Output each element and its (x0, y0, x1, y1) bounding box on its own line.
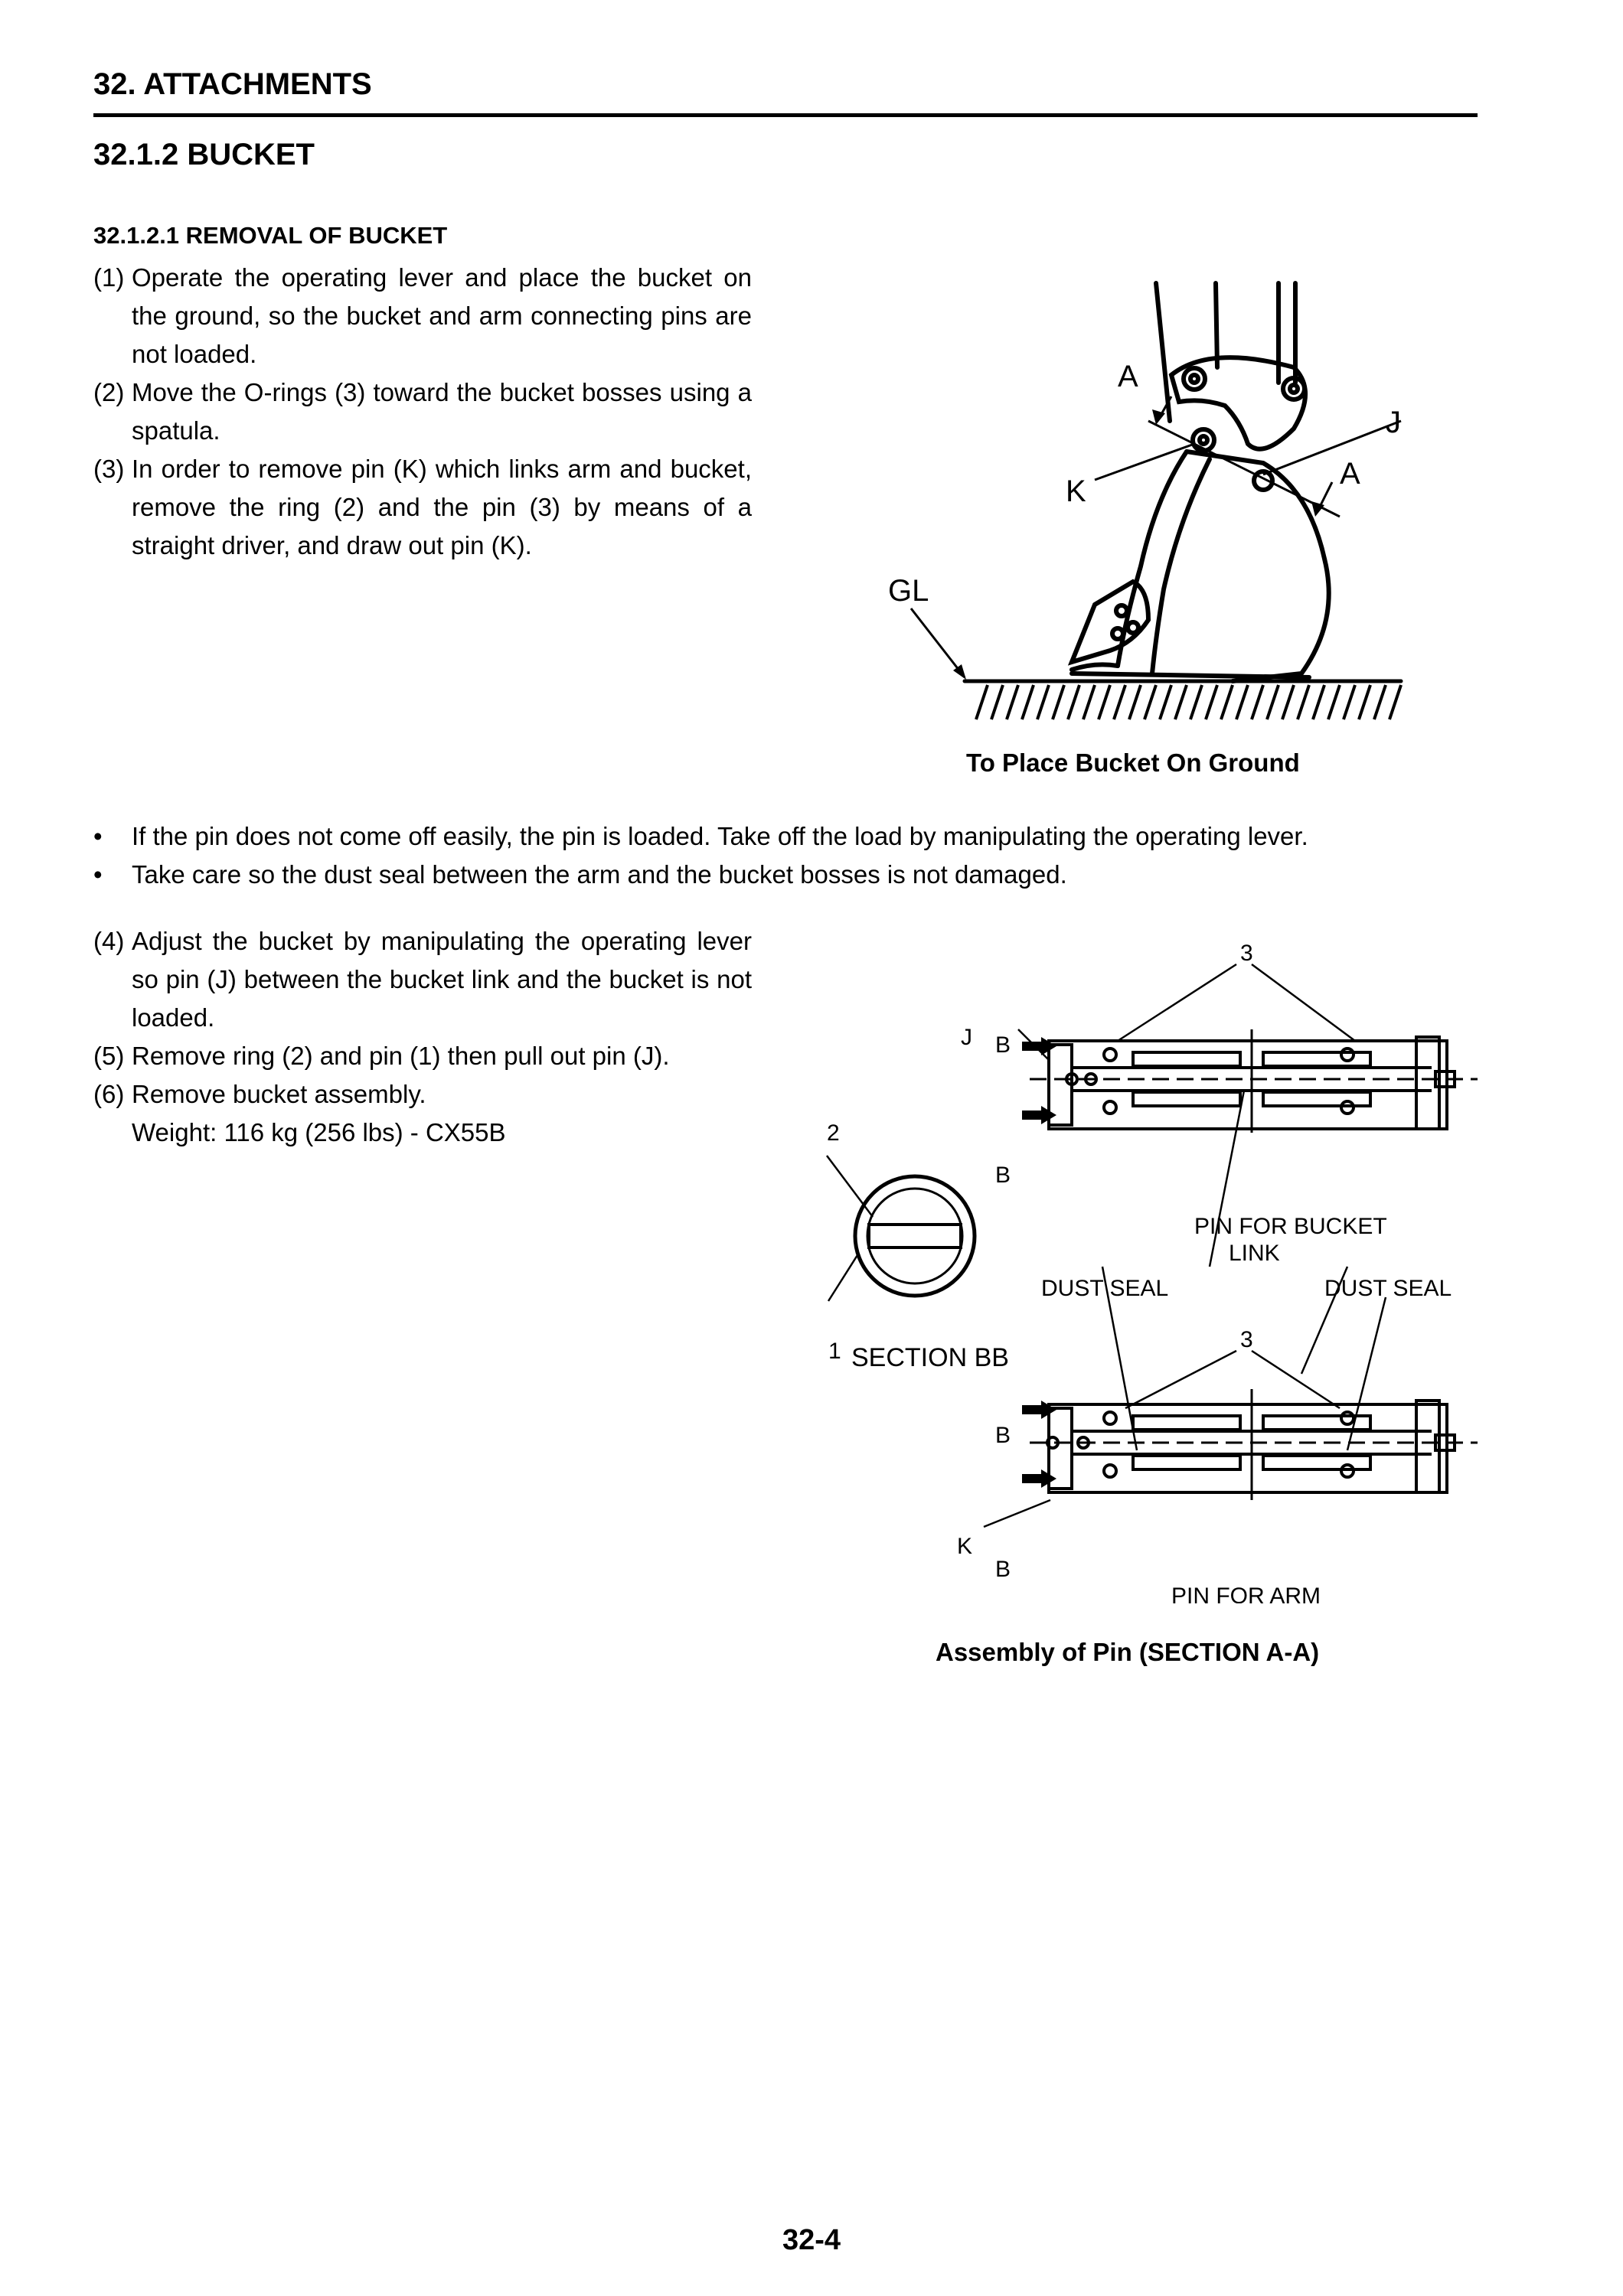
pin-bucket-link-label-2: LINK (1229, 1241, 1280, 1266)
label-a-top: A (1118, 360, 1138, 393)
label-j: J (961, 1025, 972, 1050)
figure2-caption: Assembly of Pin (SECTION A-A) (936, 1638, 1320, 1666)
note-item (93, 817, 1471, 856)
label-k: K (957, 1534, 973, 1559)
subsection-title: 32.1.2.1 REMOVAL OF BUCKET (93, 222, 448, 249)
weight-line: Weight: 116 kg (256 lbs) - CX55B (132, 1118, 506, 1146)
label-gl: GL (888, 574, 929, 608)
label-b: B (995, 1423, 1011, 1448)
label-2: 2 (827, 1120, 840, 1146)
label-b: B (995, 1163, 1011, 1188)
step-item (93, 1037, 752, 1075)
figure1-caption: To Place Bucket On Ground (966, 748, 1300, 777)
pin-assembly-figure (812, 930, 1485, 1603)
note-item (93, 856, 1471, 894)
step-number: (6) (93, 1080, 125, 1108)
pin-for-arm-label: PIN FOR ARM (1171, 1583, 1321, 1603)
bullet-symbol: • (93, 860, 103, 889)
steps-list-1 (93, 259, 752, 565)
label-a-right: A (1340, 457, 1360, 491)
step-text: Operate the operating lever and place the bucket on the ground, so the bucket and arm connecting pins are not loaded. (132, 263, 752, 368)
label-3-top: 3 (1240, 941, 1253, 966)
bullet-symbol: • (93, 822, 103, 850)
note-text: If the pin does not come off easily, the pin is loaded. Take off the load by manipulating the operating lever. (132, 822, 1308, 850)
step-item (93, 373, 752, 450)
label-1: 1 (828, 1339, 841, 1364)
step-text: Move the O-rings (3) toward the bucket bosses using a spatula. (132, 378, 752, 445)
step-text: Remove bucket assembly. (132, 1080, 426, 1108)
step-number: (3) (93, 455, 125, 483)
step-number: (1) (93, 263, 125, 292)
step-number: (4) (93, 927, 125, 955)
step-text: Adjust the bucket by manipulating the operating lever so pin (J) between the bucket link and the bucket is not loaded. (132, 927, 752, 1032)
step-item (93, 922, 752, 1037)
dust-seal-left-label: DUST SEAL (1041, 1276, 1169, 1301)
pin-bucket-link-label: PIN FOR BUCKET (1194, 1214, 1387, 1239)
step-item (93, 259, 752, 373)
dust-seal-right-label: DUST SEAL (1324, 1276, 1452, 1301)
section-bb-label: SECTION BB (851, 1343, 1009, 1372)
notes-list (93, 817, 1471, 894)
steps-list-2 (93, 922, 752, 1152)
label-b: B (995, 1557, 1011, 1582)
section-title: 32.1.2 BUCKET (93, 138, 315, 171)
label-b: B (995, 1032, 1011, 1058)
page-number: 32-4 (782, 2224, 841, 2256)
bucket-on-ground-figure (865, 268, 1416, 742)
step-number: (2) (93, 378, 125, 406)
header-rule (93, 113, 1478, 117)
step-item (93, 450, 752, 565)
step-number: (5) (93, 1042, 125, 1070)
step-text: In order to remove pin (K) which links arm and bucket, remove the ring (2) and the pin (3) by means of a straight driver, and draw out pin (K). (132, 455, 752, 559)
step-item (93, 1075, 752, 1114)
chapter-title: 32. ATTACHMENTS (93, 67, 372, 101)
note-text: Take care so the dust seal between the arm and the bucket bosses is not damaged. (132, 860, 1067, 889)
label-j: J (1386, 406, 1401, 439)
step-text: Remove ring (2) and pin (1) then pull out pin (J). (132, 1042, 670, 1070)
label-k: K (1066, 475, 1086, 508)
label-3-bottom: 3 (1240, 1327, 1253, 1352)
